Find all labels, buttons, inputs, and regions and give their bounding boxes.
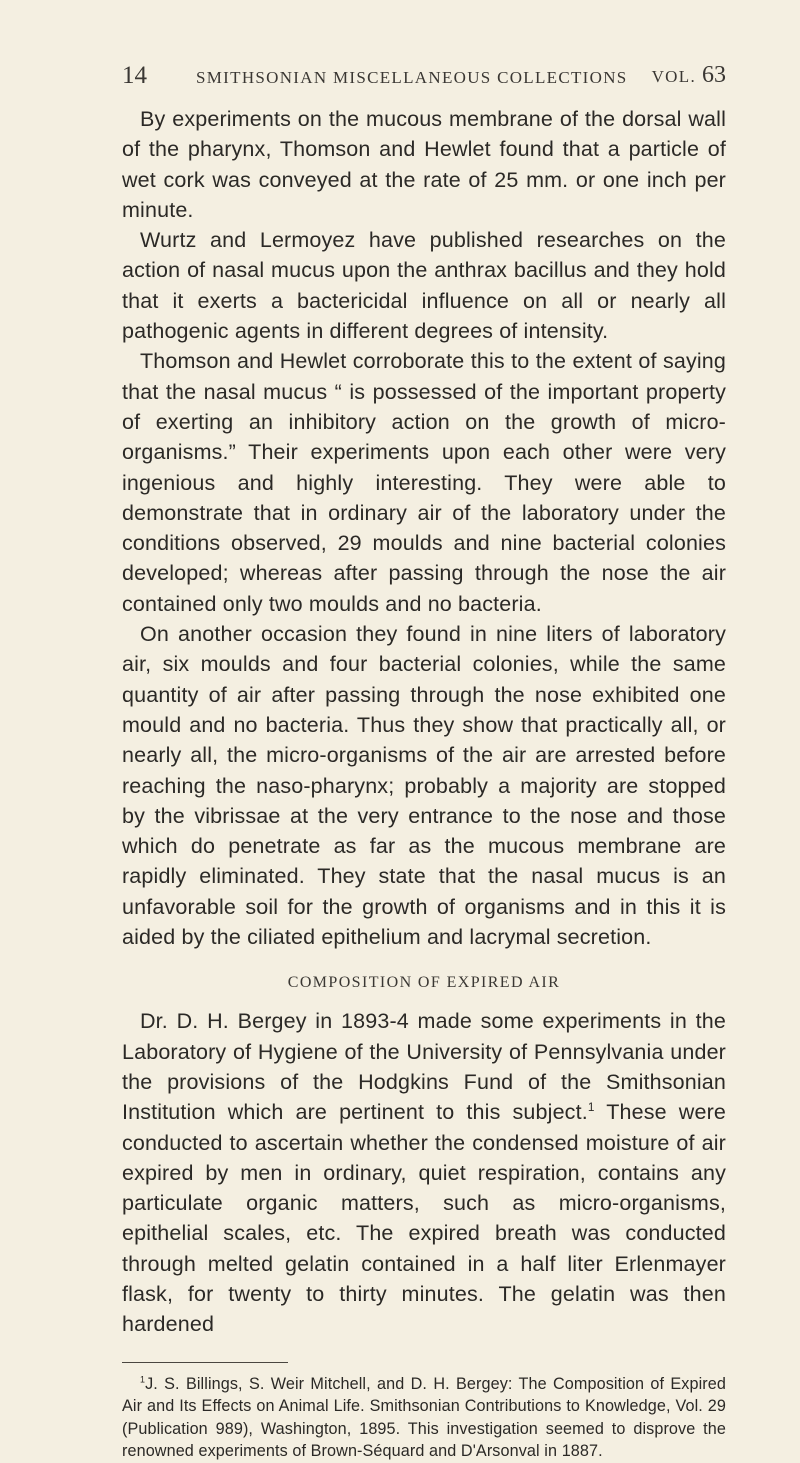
bergey-text-part2: These were conducted to ascertain whether the condensed moisture of air expired by men in ordinary, quiet respiration, contains any particulate organic matters, such as micro-organisms, epithelial scales, etc. The expired breath was conducted through melted gelatin contained in a half liter Erlenmayer flask, for twenty to thirty minutes. The gelatin was then hardened — [122, 1100, 726, 1337]
footnote-divider — [122, 1362, 288, 1363]
footnote-mark: 1 — [140, 1374, 146, 1385]
section-heading: COMPOSITION OF EXPIRED AIR — [287, 974, 561, 992]
footnote-reference: 1 — [587, 1100, 595, 1115]
footnote-text: J. S. Billings, S. Weir Mitchell, and D. H. Bergey: The Composition of Expired Air and Its Effects on Animal Life. Smithsonian Contributions to Knowledge, Vol. 29 (Publication 989), Washington, 1895. This investigation seemed to disprove the renowned experiments of Brown-Séquard and D'Arsonval in 1887. — [122, 1374, 726, 1461]
paragraph-wurtz-lermoyez: Wurtz and Lermoyez have published researches on the action of nasal mucus upon the anthrax bacillus and they hold that it exerts a bactericidal influence on all or nearly all pathogenic agents in different degrees of intensity. — [122, 228, 726, 344]
paragraph-laboratory-air: On another occasion they found in nine liters of laboratory air, six moulds and four bacterial colonies, while the same quantity of air after passing through the nose exhibited one mould and no bacteria. Thus they show that practically all, or nearly all, the micro-organisms of the air are arrested before reaching the naso-pharynx; probably a majority are stopped by the vibrissae at the very entrance to the nose and those which do penetrate as far as the mucous membrane are rapidly eliminated. They state that the nasal mucus is an unfavorable soil for the growth of organisms and in this it is aided by the ciliated epithelium and lacrymal secretion. — [122, 622, 726, 950]
volume-indicator — [652, 62, 726, 89]
page-body — [122, 104, 726, 1463]
volume-label: VOL. — [651, 67, 696, 86]
volume-number: 63 — [702, 62, 726, 88]
footnote — [122, 1373, 726, 1463]
running-header — [122, 62, 726, 94]
bergey-text-part1: Dr. D. H. Bergey in 1893-4 made some experiments in the Laboratory of Hygiene of the University of Pennsylvania under the provisions of the Hodgkins Fund of the Smithsonian Institution which are pertinent to this subject. — [122, 1009, 726, 1125]
paragraph-pharynx-experiment: By experiments on the mucous membrane of the dorsal wall of the pharynx, Thomson and Hewlet found that a particle of wet cork was conveyed at the rate of 25 mm. or one inch per minute. — [122, 107, 726, 222]
running-title: SMITHSONIAN MISCELLANEOUS COLLECTIONS — [196, 68, 628, 87]
paragraph-nasal-mucus-inhibitory: Thomson and Hewlet corroborate this to the extent of saying that the nasal mucus “ is possessed of the important property of exerting an inhibitory action on the growth of micro-organisms.” Their experiments upon each other were very ingenious and highly interesting. They were able to demonstrate that in ordinary air of the laboratory under the conditions observed, 29 moulds and nine bacterial colonies developed; whereas after passing through the nose the air contained only two moulds and no bacteria. — [122, 349, 726, 616]
page-number: 14 — [122, 62, 147, 89]
